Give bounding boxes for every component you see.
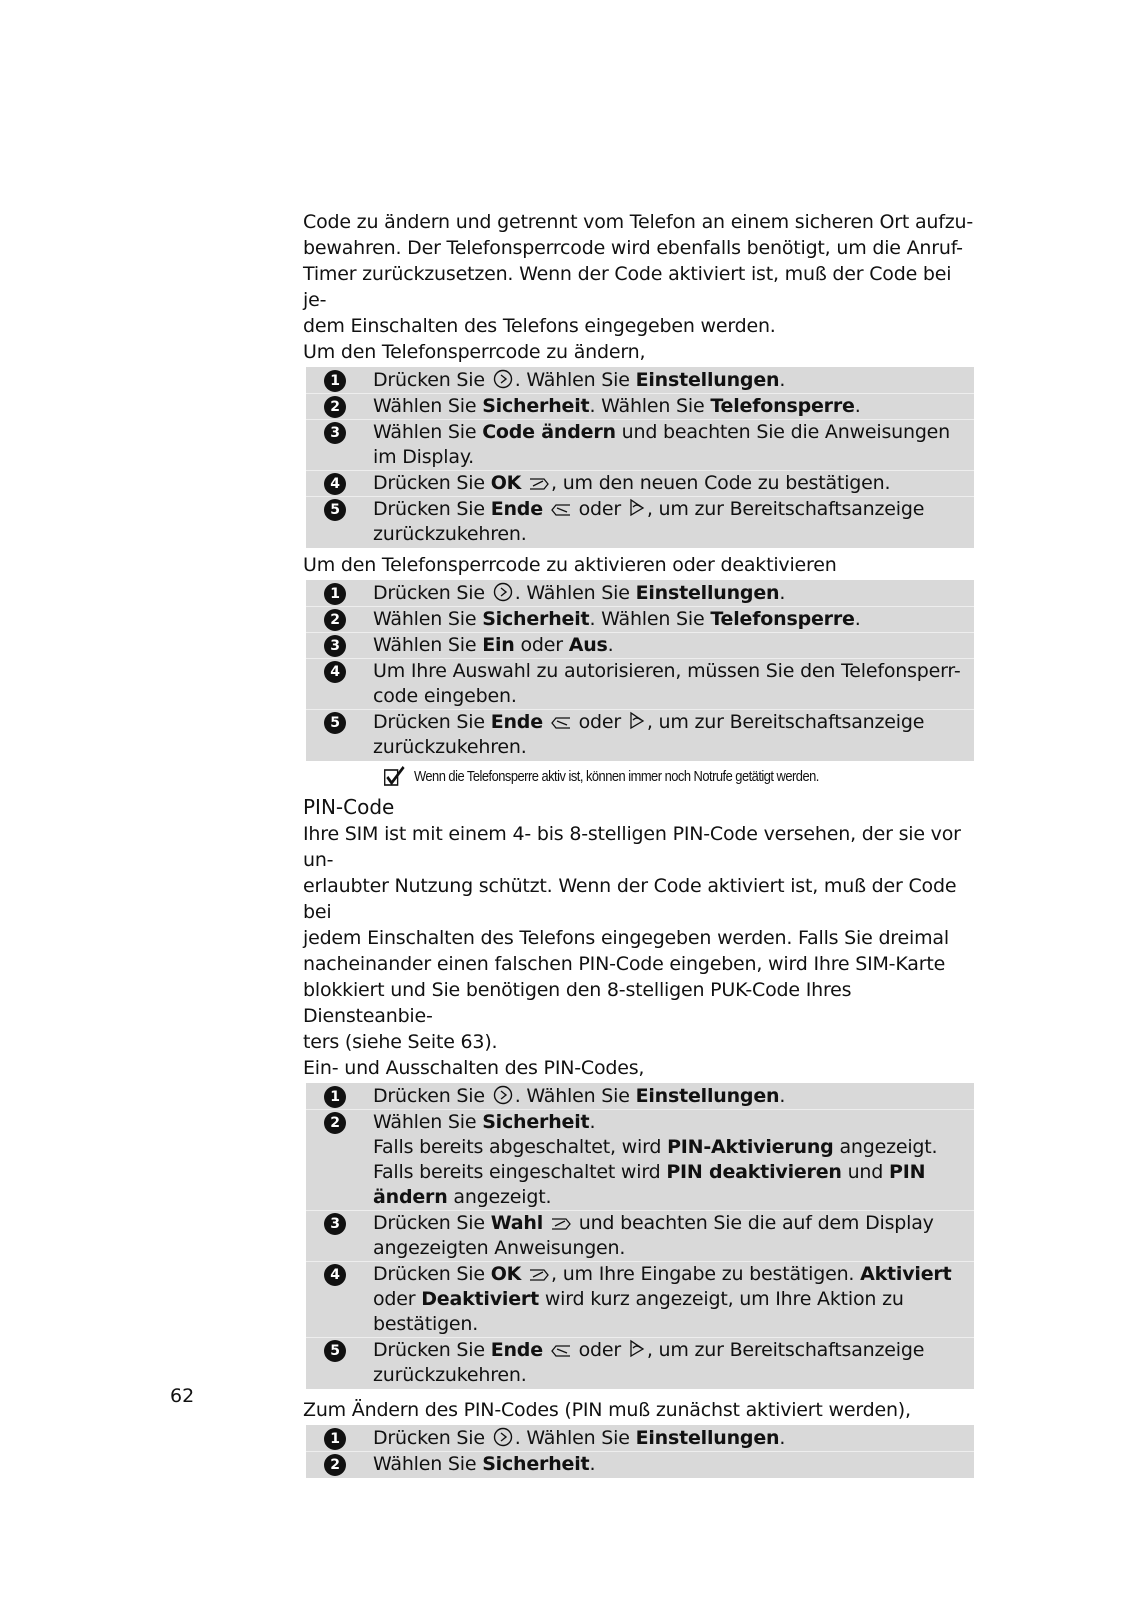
hangup-key-icon (628, 711, 646, 731)
page-content (303, 209, 975, 1482)
change-code-lead: Um den Telefonsperrcode zu ändern, (303, 341, 646, 363)
pin-line: erlaubter Nutzung schützt. Wenn der Code aktiviert ist, muß der Code bei (303, 875, 957, 923)
step-row (306, 710, 974, 760)
step-number: 3 (324, 1213, 346, 1235)
step-row (306, 420, 974, 471)
step-text: Drücken Sie Ende oder , um zur Bereitschaftsanzeige zurückzukehren. (373, 498, 925, 545)
softkey-icon (528, 1267, 550, 1283)
step-text: Drücken Sie . Wählen Sie Einstellungen. (373, 369, 786, 391)
navigation-key-icon (492, 1085, 514, 1105)
end-softkey-icon (550, 502, 572, 518)
pin-paragraph (303, 821, 975, 1081)
intro-line: dem Einschalten des Telefons eingegeben werden. (303, 315, 776, 337)
navigation-key-icon (492, 582, 514, 602)
intro-paragraph (303, 209, 975, 365)
softkey-icon (550, 1216, 572, 1232)
step-row (306, 497, 974, 547)
step-row (306, 394, 974, 420)
pin-line: jedem Einschalten des Telefons eingegeben werden. Falls Sie dreimal (303, 927, 949, 949)
step-text: Drücken Sie . Wählen Sie Einstellungen. (373, 1085, 786, 1107)
step-number: 2 (324, 396, 346, 418)
step-row (306, 1211, 974, 1262)
step-text: Drücken Sie . Wählen Sie Einstellungen. (373, 1427, 786, 1449)
end-softkey-icon (550, 715, 572, 731)
pin-line: ters (siehe Seite 63). (303, 1031, 498, 1053)
step-text: Wählen Sie Sicherheit. Wählen Sie Telefonsperre. (373, 395, 861, 417)
step-text: Drücken Sie OK , um den neuen Code zu bestätigen. (373, 472, 891, 494)
softkey-icon (528, 476, 550, 492)
step-number: 2 (324, 609, 346, 631)
step-text: Drücken Sie Wahl und beachten Sie die auf dem Display angezeigten Anweisungen. (373, 1212, 934, 1259)
pin-toggle-steps (306, 1083, 974, 1389)
pin-heading: PIN-Code (303, 795, 395, 819)
pin-line: blokkiert und Sie benötigen den 8-stelligen PUK-Code Ihres Diensteanbie- (303, 979, 852, 1027)
intro-line: bewahren. Der Telefonsperrcode wird ebenfalls benötigt, um die Anruf- (303, 237, 963, 259)
step-row (306, 633, 974, 659)
step-text: Wählen Sie Sicherheit. Falls bereits abgeschaltet, wird PIN-Aktivierung angezeigt. Falls bereits eingeschaltet wird PIN deaktivieren und PIN ändern angezeigt. (373, 1111, 938, 1208)
activate-code-steps (306, 580, 974, 761)
note-text: Wenn die Telefonsperre aktiv ist, können immer noch Notrufe getätigt werden. (413, 767, 819, 785)
hangup-key-icon (628, 498, 646, 518)
step-row (306, 581, 974, 607)
intro-line: Code zu ändern und getrennt vom Telefon an einem sicheren Ort aufzu- (303, 211, 974, 233)
step-number: 3 (324, 635, 346, 657)
intro-line: Timer zurückzusetzen. Wenn der Code aktiviert ist, muß der Code bei je- (303, 263, 952, 311)
step-text: Wählen Sie Sicherheit. Wählen Sie Telefonsperre. (373, 608, 861, 630)
step-text: Drücken Sie OK , um Ihre Eingabe zu bestätigen. Aktiviert oder Deaktiviert wird kurz angezeigt, um Ihre Aktion zu bestätigen. (373, 1263, 952, 1335)
step-text: Um Ihre Auswahl zu autorisieren, müssen Sie den Telefonsperr-code eingeben. (373, 660, 961, 707)
pin-toggle-lead: Ein- und Ausschalten des PIN-Codes, (303, 1057, 645, 1079)
step-row (306, 1084, 974, 1110)
step-number: 4 (324, 473, 346, 495)
step-number: 3 (324, 422, 346, 444)
change-pin-lead: Zum Ändern des PIN-Codes (PIN muß zunächst aktiviert werden), (303, 1399, 911, 1421)
step-number: 1 (324, 370, 346, 392)
step-row (306, 1262, 974, 1338)
step-text: Wählen Sie Ein oder Aus. (373, 634, 614, 656)
step-row (306, 1426, 974, 1452)
pin-line: Ihre SIM ist mit einem 4- bis 8-stelligen PIN-Code versehen, der sie vor un- (303, 823, 961, 871)
step-number: 1 (324, 1086, 346, 1108)
change-code-steps (306, 367, 974, 548)
hangup-key-icon (628, 1339, 646, 1359)
activate-lead: Um den Telefonsperrcode zu aktivieren oder deaktivieren (303, 554, 837, 576)
step-text: Drücken Sie . Wählen Sie Einstellungen. (373, 582, 786, 604)
step-row (306, 1110, 974, 1211)
step-number: 1 (324, 1428, 346, 1450)
step-text: Drücken Sie Ende oder , um zur Bereitschaftsanzeige zurückzukehren. (373, 711, 925, 758)
end-softkey-icon (550, 1343, 572, 1359)
step-row (306, 659, 974, 710)
check-note-icon (383, 765, 405, 787)
navigation-key-icon (492, 1427, 514, 1447)
step-number: 4 (324, 661, 346, 683)
page-number: 62 (170, 1385, 195, 1407)
step-number: 5 (324, 499, 346, 521)
emergency-note (383, 765, 892, 787)
step-row (306, 607, 974, 633)
step-row (306, 368, 974, 394)
step-number: 4 (324, 1264, 346, 1286)
step-text: Drücken Sie Ende oder , um zur Bereitschaftsanzeige zurückzukehren. (373, 1339, 925, 1386)
pin-line: nacheinander einen falschen PIN-Code eingeben, wird Ihre SIM-Karte (303, 953, 946, 975)
step-number: 2 (324, 1454, 346, 1476)
step-number: 2 (324, 1112, 346, 1134)
step-row (306, 471, 974, 497)
step-text: Wählen Sie Sicherheit. (373, 1453, 596, 1475)
step-row (306, 1338, 974, 1388)
step-number: 1 (324, 583, 346, 605)
step-text: Wählen Sie Code ändern und beachten Sie die Anweisungen im Display. (373, 421, 951, 468)
navigation-key-icon (492, 369, 514, 389)
change-pin-steps (306, 1425, 974, 1478)
step-row (306, 1452, 974, 1477)
step-number: 5 (324, 712, 346, 734)
step-number: 5 (324, 1340, 346, 1362)
